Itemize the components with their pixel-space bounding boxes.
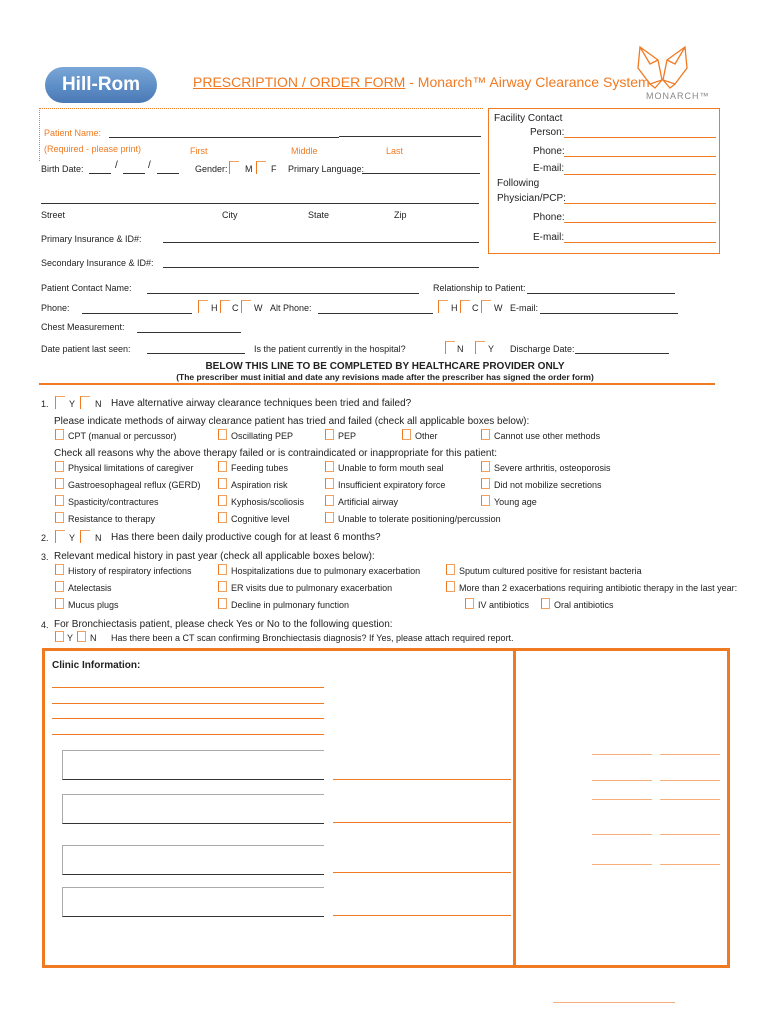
signature-box[interactable] xyxy=(62,750,324,780)
form-title xyxy=(193,74,650,90)
right-field-line[interactable] xyxy=(592,799,652,800)
iv-antibiotics-label: IV antibiotics xyxy=(478,600,530,610)
date-line[interactable] xyxy=(333,915,511,916)
patient-name-label: Patient Name: xyxy=(44,128,102,138)
patient-name-line[interactable] xyxy=(109,137,339,138)
method-checkbox[interactable] xyxy=(325,429,334,440)
q1-text: Have alternative airway clearance techniques been tried and failed? xyxy=(111,398,412,409)
reason-checkbox[interactable] xyxy=(55,461,64,472)
email-field[interactable] xyxy=(540,313,678,314)
q3-number: 3. xyxy=(41,552,49,562)
method-checkbox[interactable] xyxy=(218,429,227,440)
title-rest: - Monarch™ Airway Clearance System xyxy=(409,74,650,90)
phone-c-checkbox[interactable] xyxy=(220,300,230,313)
facility-phone-field[interactable] xyxy=(564,156,716,157)
right-field-line[interactable] xyxy=(592,780,652,781)
q1-n-label: N xyxy=(95,399,102,409)
zip-label: Zip xyxy=(394,210,407,220)
gender-m-checkbox[interactable] xyxy=(229,161,239,174)
gender-f-label: F xyxy=(271,164,277,174)
q4-n-checkbox[interactable] xyxy=(77,631,86,642)
methods-heading: Please indicate methods of airway clearance patient has tried and failed (check all applicable boxes below): xyxy=(54,416,530,427)
reason-label: Artificial airway xyxy=(338,497,399,507)
alt-phone-w-label: W xyxy=(494,303,503,313)
alt-phone-h-checkbox[interactable] xyxy=(438,300,448,313)
monarch-brand: MONARCH™ xyxy=(646,91,710,101)
clinic-line[interactable] xyxy=(52,687,324,688)
physician-phone-field[interactable] xyxy=(564,222,716,223)
q4-text: For Bronchiectasis patient, please check Yes or No to the following question: xyxy=(54,619,393,630)
phone-w-label: W xyxy=(254,303,263,313)
hill-rom-logo xyxy=(45,67,157,103)
reason-label: Gastroesophageal reflux (GERD) xyxy=(68,480,201,490)
reason-label: Resistance to therapy xyxy=(68,514,156,524)
right-field-line[interactable] xyxy=(592,864,652,865)
reason-checkbox[interactable] xyxy=(55,512,64,523)
right-field-line[interactable] xyxy=(660,834,720,835)
q4-y-checkbox[interactable] xyxy=(55,631,64,642)
signature-box[interactable] xyxy=(62,845,324,875)
q2-text: Has there been daily productive cough for at least 6 months? xyxy=(111,532,381,543)
primary-insurance-label: Primary Insurance & ID#: xyxy=(41,234,142,244)
reason-label: Feeding tubes xyxy=(231,463,289,473)
reason-checkbox[interactable] xyxy=(325,512,334,523)
phone-w-checkbox[interactable] xyxy=(241,300,251,313)
right-field-line[interactable] xyxy=(592,754,652,755)
birth-day-field[interactable] xyxy=(123,173,145,174)
reason-label: Unable to tolerate positioning/percussion xyxy=(338,514,501,524)
history-checkbox[interactable] xyxy=(446,581,455,592)
q2-y-label: Y xyxy=(69,533,76,543)
q4-y-label: Y xyxy=(67,633,74,643)
date-line[interactable] xyxy=(333,779,511,780)
reason-label: Insufficient expiratory force xyxy=(338,480,446,490)
history-label: Sputum cultured positive for resistant bacteria xyxy=(459,566,642,576)
reason-checkbox[interactable] xyxy=(218,478,227,489)
alt-phone-w-checkbox[interactable] xyxy=(481,300,491,313)
right-field-line[interactable] xyxy=(660,780,720,781)
email-label: E-mail: xyxy=(510,303,539,313)
alt-phone-c-checkbox[interactable] xyxy=(460,300,470,313)
following-label: Following xyxy=(497,178,540,189)
contact-name-field[interactable] xyxy=(147,293,419,294)
method-checkbox[interactable] xyxy=(55,429,64,440)
method-label: CPT (manual or percussor) xyxy=(68,431,177,441)
reason-checkbox[interactable] xyxy=(218,461,227,472)
street-label: Street xyxy=(41,210,66,220)
q1-y-label: Y xyxy=(69,399,76,409)
chest-field[interactable] xyxy=(137,332,241,333)
right-field-line[interactable] xyxy=(660,754,720,755)
history-label: Mucus plugs xyxy=(68,600,119,610)
relationship-label: Relationship to Patient: xyxy=(433,283,526,293)
q4-question: Has there been a CT scan confirming Bronchiectasis diagnosis? If Yes, please attach required report. xyxy=(111,633,514,643)
date-slash: / xyxy=(115,160,118,171)
hospital-y-checkbox[interactable] xyxy=(475,341,485,354)
right-field-line[interactable] xyxy=(660,799,720,800)
right-field-line[interactable] xyxy=(592,834,652,835)
gender-f-checkbox[interactable] xyxy=(256,161,266,174)
method-checkbox[interactable] xyxy=(402,429,411,440)
physician-field[interactable] xyxy=(564,203,716,204)
hospital-y-label: Y xyxy=(488,344,495,354)
clinic-line[interactable] xyxy=(52,718,324,719)
reason-checkbox[interactable] xyxy=(218,512,227,523)
facility-person-field[interactable] xyxy=(564,137,716,138)
primary-insurance-field[interactable] xyxy=(163,242,479,243)
reason-label: Physical limitations of caregiver xyxy=(68,463,194,473)
facility-email-label: E-mail: xyxy=(533,163,565,174)
facility-contact-label: Facility Contact xyxy=(494,113,563,124)
last-seen-field[interactable] xyxy=(147,353,245,354)
footer-line xyxy=(553,1002,675,1003)
signature-box[interactable] xyxy=(62,794,324,824)
section-divider xyxy=(39,383,715,385)
reason-label: Cognitive level xyxy=(231,514,290,524)
history-label: More than 2 exacerbations requiring antibiotic therapy in the last year: xyxy=(459,583,738,593)
method-label: Cannot use other methods xyxy=(494,431,601,441)
history-checkbox[interactable] xyxy=(218,598,227,609)
reason-label: Did not mobilize secretions xyxy=(494,480,602,490)
phone-label: Phone: xyxy=(41,303,70,313)
birth-month-field[interactable] xyxy=(89,173,111,174)
primary-language-label: Primary Language: xyxy=(288,164,365,174)
q2-n-checkbox[interactable] xyxy=(80,530,90,543)
reason-checkbox[interactable] xyxy=(481,461,490,472)
q1-number: 1. xyxy=(41,399,49,409)
q1-y-checkbox[interactable] xyxy=(55,396,65,409)
reasons-heading: Check all reasons why the above therapy failed or is contraindicated or inappropriate for this patient: xyxy=(54,448,498,459)
discharge-label: Discharge Date: xyxy=(510,344,575,354)
gender-label: Gender: xyxy=(195,164,228,174)
birth-year-field[interactable] xyxy=(157,173,179,174)
oral-antibiotics-label: Oral antibiotics xyxy=(554,600,614,610)
discharge-field[interactable] xyxy=(575,353,669,354)
method-label: PEP xyxy=(338,431,357,441)
phone-h-label: H xyxy=(211,303,218,313)
q4-n-label: N xyxy=(90,633,97,643)
method-checkbox[interactable] xyxy=(481,429,490,440)
phone-h-checkbox[interactable] xyxy=(198,300,208,313)
first-label: First xyxy=(190,146,208,156)
reason-label: Spasticity/contractures xyxy=(68,497,159,507)
reason-label: Young age xyxy=(494,497,537,507)
signature-box[interactable] xyxy=(62,887,324,917)
phone-field[interactable] xyxy=(82,313,192,314)
physician-phone-label: Phone: xyxy=(533,212,565,223)
patient-name-line-2[interactable] xyxy=(339,136,481,137)
physician-label: Physician/PCP: xyxy=(497,193,566,204)
clinic-line[interactable] xyxy=(52,734,324,735)
phone-c-label: C xyxy=(232,303,239,313)
clinic-info-label: Clinic Information: xyxy=(52,660,141,671)
reason-checkbox[interactable] xyxy=(325,478,334,489)
method-label: Oscillating PEP xyxy=(231,431,294,441)
date-slash: / xyxy=(148,160,151,171)
q2-number: 2. xyxy=(41,533,49,543)
clinic-line[interactable] xyxy=(52,703,324,704)
reason-checkbox[interactable] xyxy=(55,495,64,506)
history-checkbox[interactable] xyxy=(55,598,64,609)
required-note: (Required - please print) xyxy=(44,144,142,154)
right-field-line[interactable] xyxy=(660,864,720,865)
hospital-n-label: N xyxy=(457,344,464,354)
alt-phone-h-label: H xyxy=(451,303,458,313)
last-label: Last xyxy=(386,146,404,156)
logo-text: Hill-Rom xyxy=(61,74,141,95)
history-label: ER visits due to pulmonary exacerbation xyxy=(231,583,393,593)
hospital-question: Is the patient currently in the hospital? xyxy=(254,344,406,354)
middle-label: Middle xyxy=(291,146,318,156)
history-label: History of respiratory infections xyxy=(68,566,192,576)
provider-section-heading: BELOW THIS LINE TO BE COMPLETED BY HEALTHCARE PROVIDER ONLY xyxy=(205,361,565,372)
alt-phone-c-label: C xyxy=(472,303,479,313)
reason-checkbox[interactable] xyxy=(218,495,227,506)
reason-checkbox[interactable] xyxy=(325,495,334,506)
address-line[interactable] xyxy=(41,203,479,204)
secondary-insurance-field[interactable] xyxy=(163,267,479,268)
reason-checkbox[interactable] xyxy=(325,461,334,472)
physician-email-field[interactable] xyxy=(564,242,716,243)
physician-email-label: E-mail: xyxy=(533,232,565,243)
reason-checkbox[interactable] xyxy=(55,478,64,489)
gender-m-label: M xyxy=(245,164,253,174)
history-checkbox[interactable] xyxy=(218,564,227,575)
facility-phone-label: Phone: xyxy=(533,146,565,157)
reason-label: Unable to form mouth seal xyxy=(338,463,444,473)
oral-antibiotics-checkbox[interactable] xyxy=(541,598,550,609)
date-line[interactable] xyxy=(333,822,511,823)
state-label: State xyxy=(308,210,330,220)
reason-label: Aspiration risk xyxy=(231,480,288,490)
q1-n-checkbox[interactable] xyxy=(80,396,90,409)
iv-antibiotics-checkbox[interactable] xyxy=(465,598,474,609)
reason-checkbox[interactable] xyxy=(481,478,490,489)
method-label: Other xyxy=(415,431,438,441)
city-label: City xyxy=(222,210,238,220)
reason-label: Kyphosis/scoliosis xyxy=(231,497,305,507)
reason-label: Severe arthritis, osteoporosis xyxy=(494,463,611,473)
q4-number: 4. xyxy=(41,620,49,630)
relationship-field[interactable] xyxy=(527,293,675,294)
alt-phone-field[interactable] xyxy=(318,313,433,314)
history-checkbox[interactable] xyxy=(446,564,455,575)
history-label: Atelectasis xyxy=(68,583,112,593)
provider-section-subheading: (The prescriber must initial and date any revisions made after the prescriber has signed the order form) xyxy=(176,372,594,382)
contact-name-label: Patient Contact Name: xyxy=(41,283,132,293)
q2-n-label: N xyxy=(95,533,102,543)
birth-date-label: Birth Date: xyxy=(41,164,84,174)
alt-phone-label: Alt Phone: xyxy=(270,303,312,313)
title-underlined: PRESCRIPTION / ORDER FORM xyxy=(193,74,406,90)
primary-language-field[interactable] xyxy=(362,173,480,174)
secondary-insurance-label: Secondary Insurance & ID#: xyxy=(41,258,154,268)
history-label: Hospitalizations due to pulmonary exacerbation xyxy=(231,566,421,576)
history-checkbox[interactable] xyxy=(55,581,64,592)
q2-y-checkbox[interactable] xyxy=(55,530,65,543)
history-label: Decline in pulmonary function xyxy=(231,600,350,610)
clinic-box-divider xyxy=(513,648,516,968)
reason-checkbox[interactable] xyxy=(481,495,490,506)
q3-text: Relevant medical history in past year (check all applicable boxes below): xyxy=(54,551,375,562)
chest-label: Chest Measurement: xyxy=(41,322,125,332)
date-line[interactable] xyxy=(333,872,511,873)
last-seen-label: Date patient last seen: xyxy=(41,344,131,354)
history-checkbox[interactable] xyxy=(218,581,227,592)
facility-person-label: Person: xyxy=(530,127,565,138)
facility-email-field[interactable] xyxy=(564,174,716,175)
hospital-n-checkbox[interactable] xyxy=(445,341,455,354)
history-checkbox[interactable] xyxy=(55,564,64,575)
